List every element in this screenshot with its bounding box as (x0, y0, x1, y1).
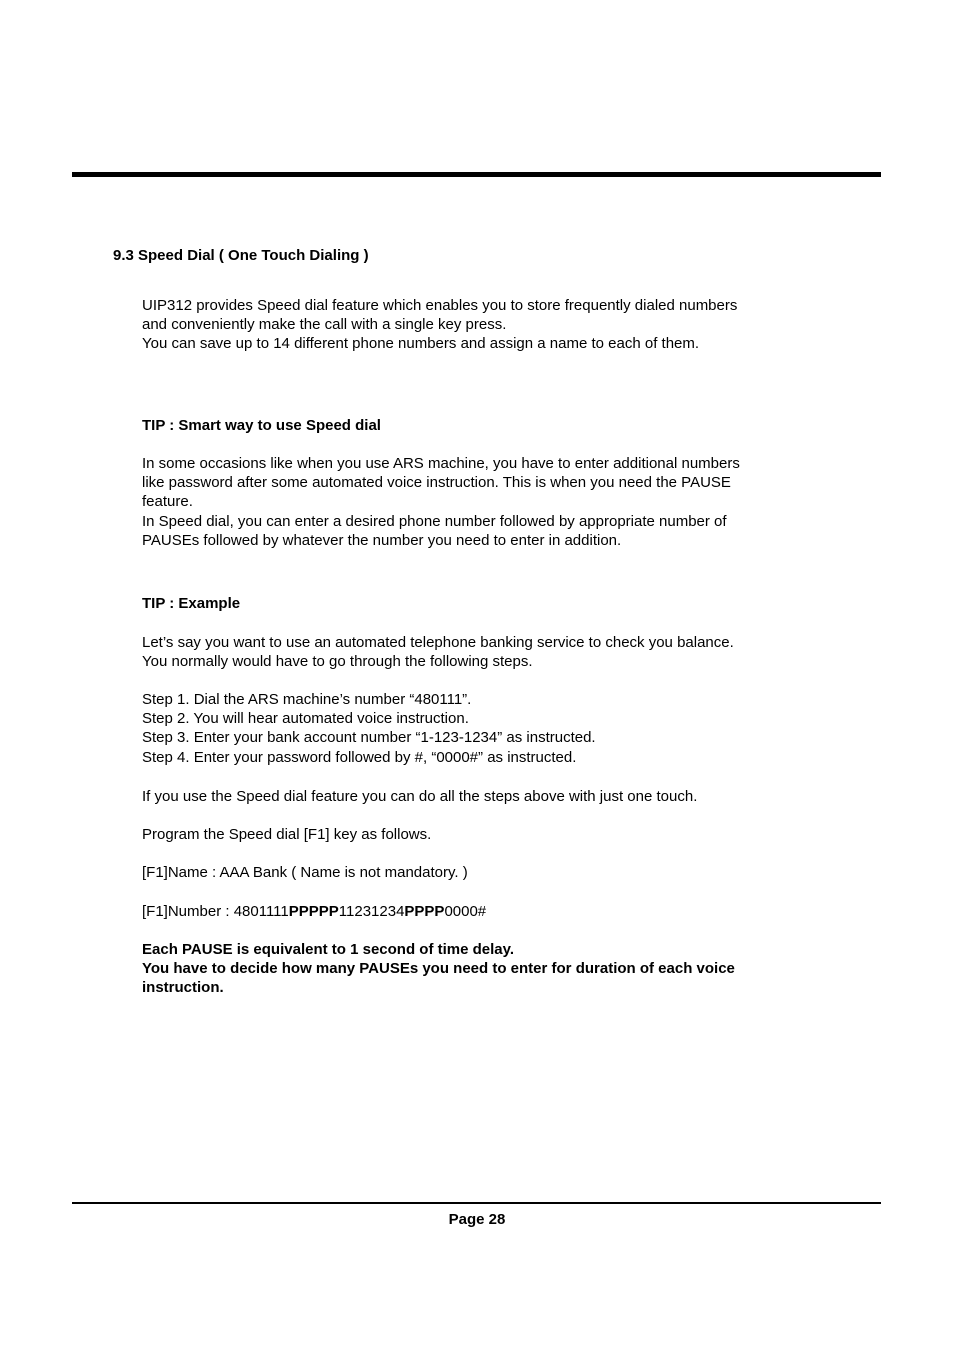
one-touch-line: If you use the Speed dial feature you can do all the steps above with just one touch. (142, 788, 698, 805)
tip-smart-line: In Speed dial, you can enter a desired phone number followed by appropriate number of (142, 512, 727, 530)
intro-line: UIP312 provides Speed dial feature which enables you to store frequently dialed numbers (142, 297, 738, 314)
footer-rule (72, 1202, 881, 1204)
tip-smart-line: feature. (142, 493, 193, 511)
step-item: Step 3. Enter your bank account number “1-123-1234” as instructed. (142, 729, 596, 747)
number-prefix: [F1]Number : 4801111 (142, 903, 289, 920)
section-heading: 9.3 Speed Dial ( One Touch Dialing ) (113, 247, 369, 264)
number-suffix: 0000# (444, 903, 487, 920)
page-number: Page 28 (448, 1211, 506, 1228)
step-item: Step 2. You will hear automated voice instruction. (142, 710, 469, 728)
example-intro (142, 633, 802, 671)
tip-smart-paragraph (142, 454, 802, 550)
example-intro-line: Let’s say you want to use an automated telephone banking service to check you balance. (142, 634, 734, 651)
header-rule (72, 172, 881, 177)
pause-sequence: PPPPP (288, 903, 339, 920)
tip-smart-line: In some occasions like when you use ARS machine, you have to enter additional numbers (142, 455, 740, 472)
pause-note (142, 940, 802, 998)
f1-number-line (142, 902, 486, 921)
tip-smart-line: like password after some automated voice instruction. This is when you need the PAUSE (142, 474, 731, 492)
step-item: Step 4. Enter your password followed by #, “0000#” as instructed. (142, 748, 577, 766)
intro-line: and conveniently make the call with a single key press. (142, 316, 507, 334)
tip-example-heading: TIP : Example (142, 595, 241, 612)
tip-smart-heading: TIP : Smart way to use Speed dial (142, 417, 381, 434)
intro-line: You can save up to 14 different phone numbers and assign a name to each of them. (142, 335, 700, 353)
pause-note-line: instruction. (142, 979, 224, 997)
steps-list (142, 690, 802, 767)
program-line: Program the Speed dial [F1] key as follows. (142, 826, 432, 843)
step-item: Step 1. Dial the ARS machine’s number “480111”. (142, 691, 472, 708)
intro-paragraph (142, 296, 802, 354)
pause-note-line: Each PAUSE is equivalent to 1 second of time delay. (142, 941, 515, 958)
pause-note-line: You have to decide how many PAUSEs you need to enter for duration of each voice (142, 960, 735, 978)
example-intro-line: You normally would have to go through the following steps. (142, 653, 533, 671)
pause-sequence: PPPP (404, 903, 445, 920)
tip-smart-line: PAUSEs followed by whatever the number you need to enter in addition. (142, 531, 622, 549)
number-account: 11231234 (338, 903, 405, 920)
f1-name-line: [F1]Name : AAA Bank ( Name is not mandatory. ) (142, 864, 468, 881)
